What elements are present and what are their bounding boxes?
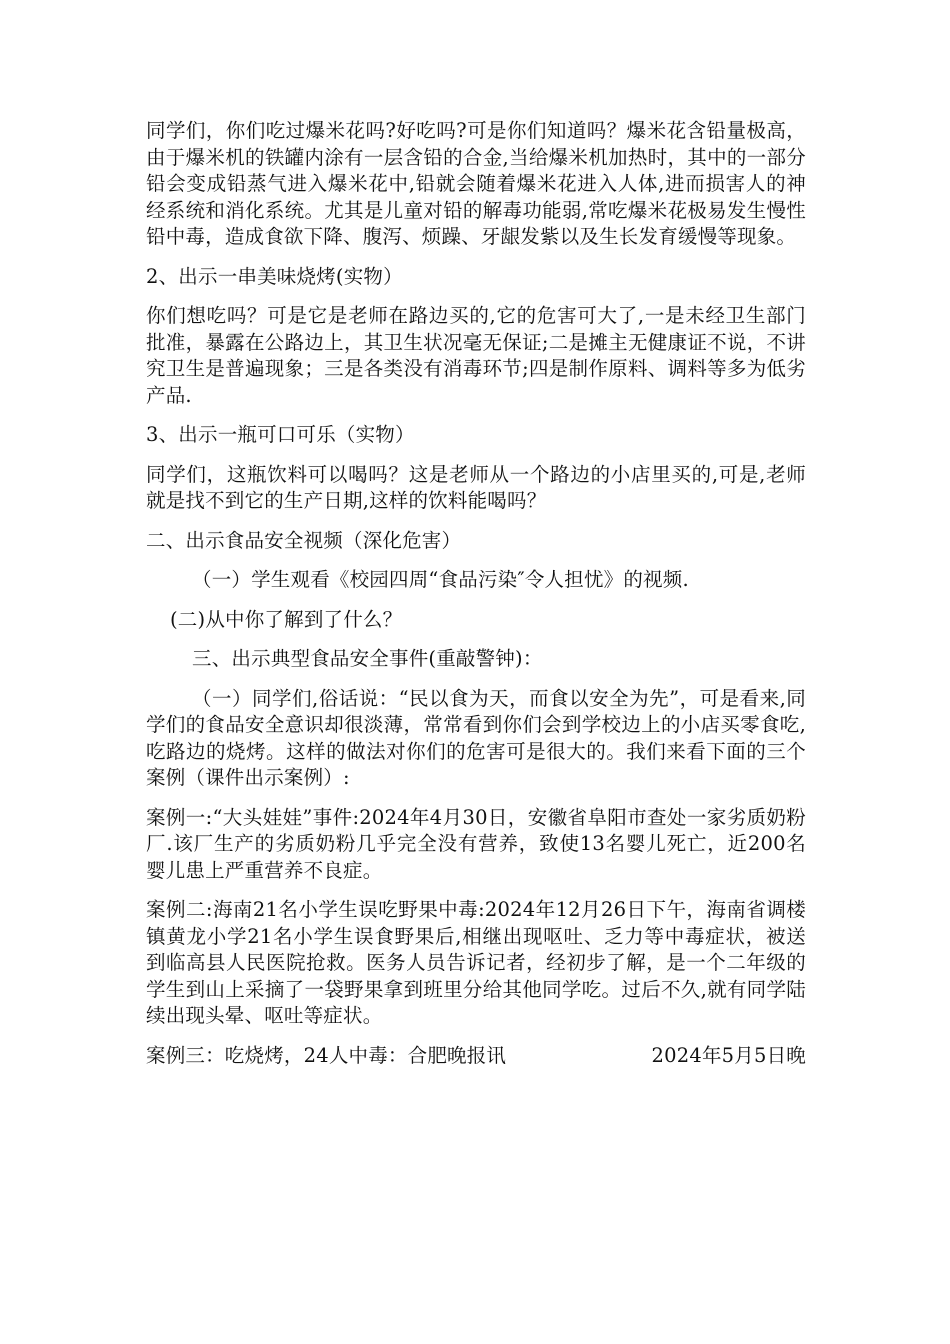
document-page [146, 118, 806, 1069]
paragraph-case-two: 案例二:海南21名小学生误吃野果中毒:2024年12月26日下午，海南省调楼镇黄龙小学21名小学生误食野果后,相继出现呕吐、乏力等中毒症状，被送到临高县人民医院抢救。医务人员告诉记者，经初步了解，是一个二年级的学生到山上采摘了一袋野果拿到班里分给其他同学吃。过后不久,就有同学陆续出现头晕、呕吐等症状。 [146, 898, 806, 1027]
heading-barbecue: 2、出示一串美味烧烤(实物） [146, 264, 403, 288]
paragraph-case-three [146, 1043, 806, 1070]
paragraph-case-one: 案例一:“大头娃娃”事件:2024年4月30日，安徽省阜阳市查处一家劣质奶粉厂.该厂生产的劣质奶粉几乎完全没有营养，致使13名婴儿死亡，近200名婴儿患上严重营养不良症。 [146, 805, 806, 882]
subitem-watch-video: （一）学生观看《校园四周“食品污染″令人担忧》的视频. [192, 568, 689, 591]
subitem-what-learned: (二)从中你了解到了什么？ [170, 607, 403, 631]
paragraph-popcorn: 同学们，你们吃过爆米花吗?好吃吗?可是你们知道吗？爆米花含铅量极高，由于爆米机的铁罐内涂有一层含铅的合金,当给爆米机加热时，其中的一部分铅会变成铅蒸气进入爆米花中,铅就会随着爆米花进入人体,进而损害人的神经系统和消化系统。尤其是儿童对铅的解毒功能弱,常吃爆米花极易发生慢性铅中毒，造成食欲下降、腹泻、烦躁、牙龈发紫以及生长发育缓慢等现象。 [146, 119, 806, 248]
paragraph-intro-cases: （一）同学们,俗话说：“民以食为天，而食以安全为先”，可是看来,同学们的食品安全意识却很淡薄，常常看到你们会到学校边上的小店买零食吃,吃路边的烧烤。这样的做法对你们的危害可是很大的。我们来看下面的三个案例（课件出示案例）: [146, 686, 806, 789]
paragraph-cola: 同学们，这瓶饮料可以喝吗？这是老师从一个路边的小店里买的,可是,老师就是找不到它的生产日期,这样的饮料能喝吗？ [146, 462, 806, 512]
section-heading-video: 二、出示食品安全视频（深化危害） [146, 528, 462, 552]
section-heading-events: 三、出示典型食品安全事件(重敲警钟)： [192, 647, 543, 670]
heading-cola: 3、出示一瓶可口可乐（实物） [146, 423, 415, 446]
case-three-title: 案例三：吃烧烤，24人中毒：合肥晚报讯 [146, 1043, 507, 1067]
paragraph-barbecue: 你们想吃吗？可是它是老师在路边买的,它的危害可大了,一是未经卫生部门批准，暴露在公路边上，其卫生状况毫无保证;二是摊主无健康证不说，不讲究卫生是普遍现象；三是各类没有消毒环节;四是制作原料、调料等多为低劣产品. [146, 304, 806, 407]
case-three-date: 2024年5月5日晚 [651, 1043, 806, 1067]
